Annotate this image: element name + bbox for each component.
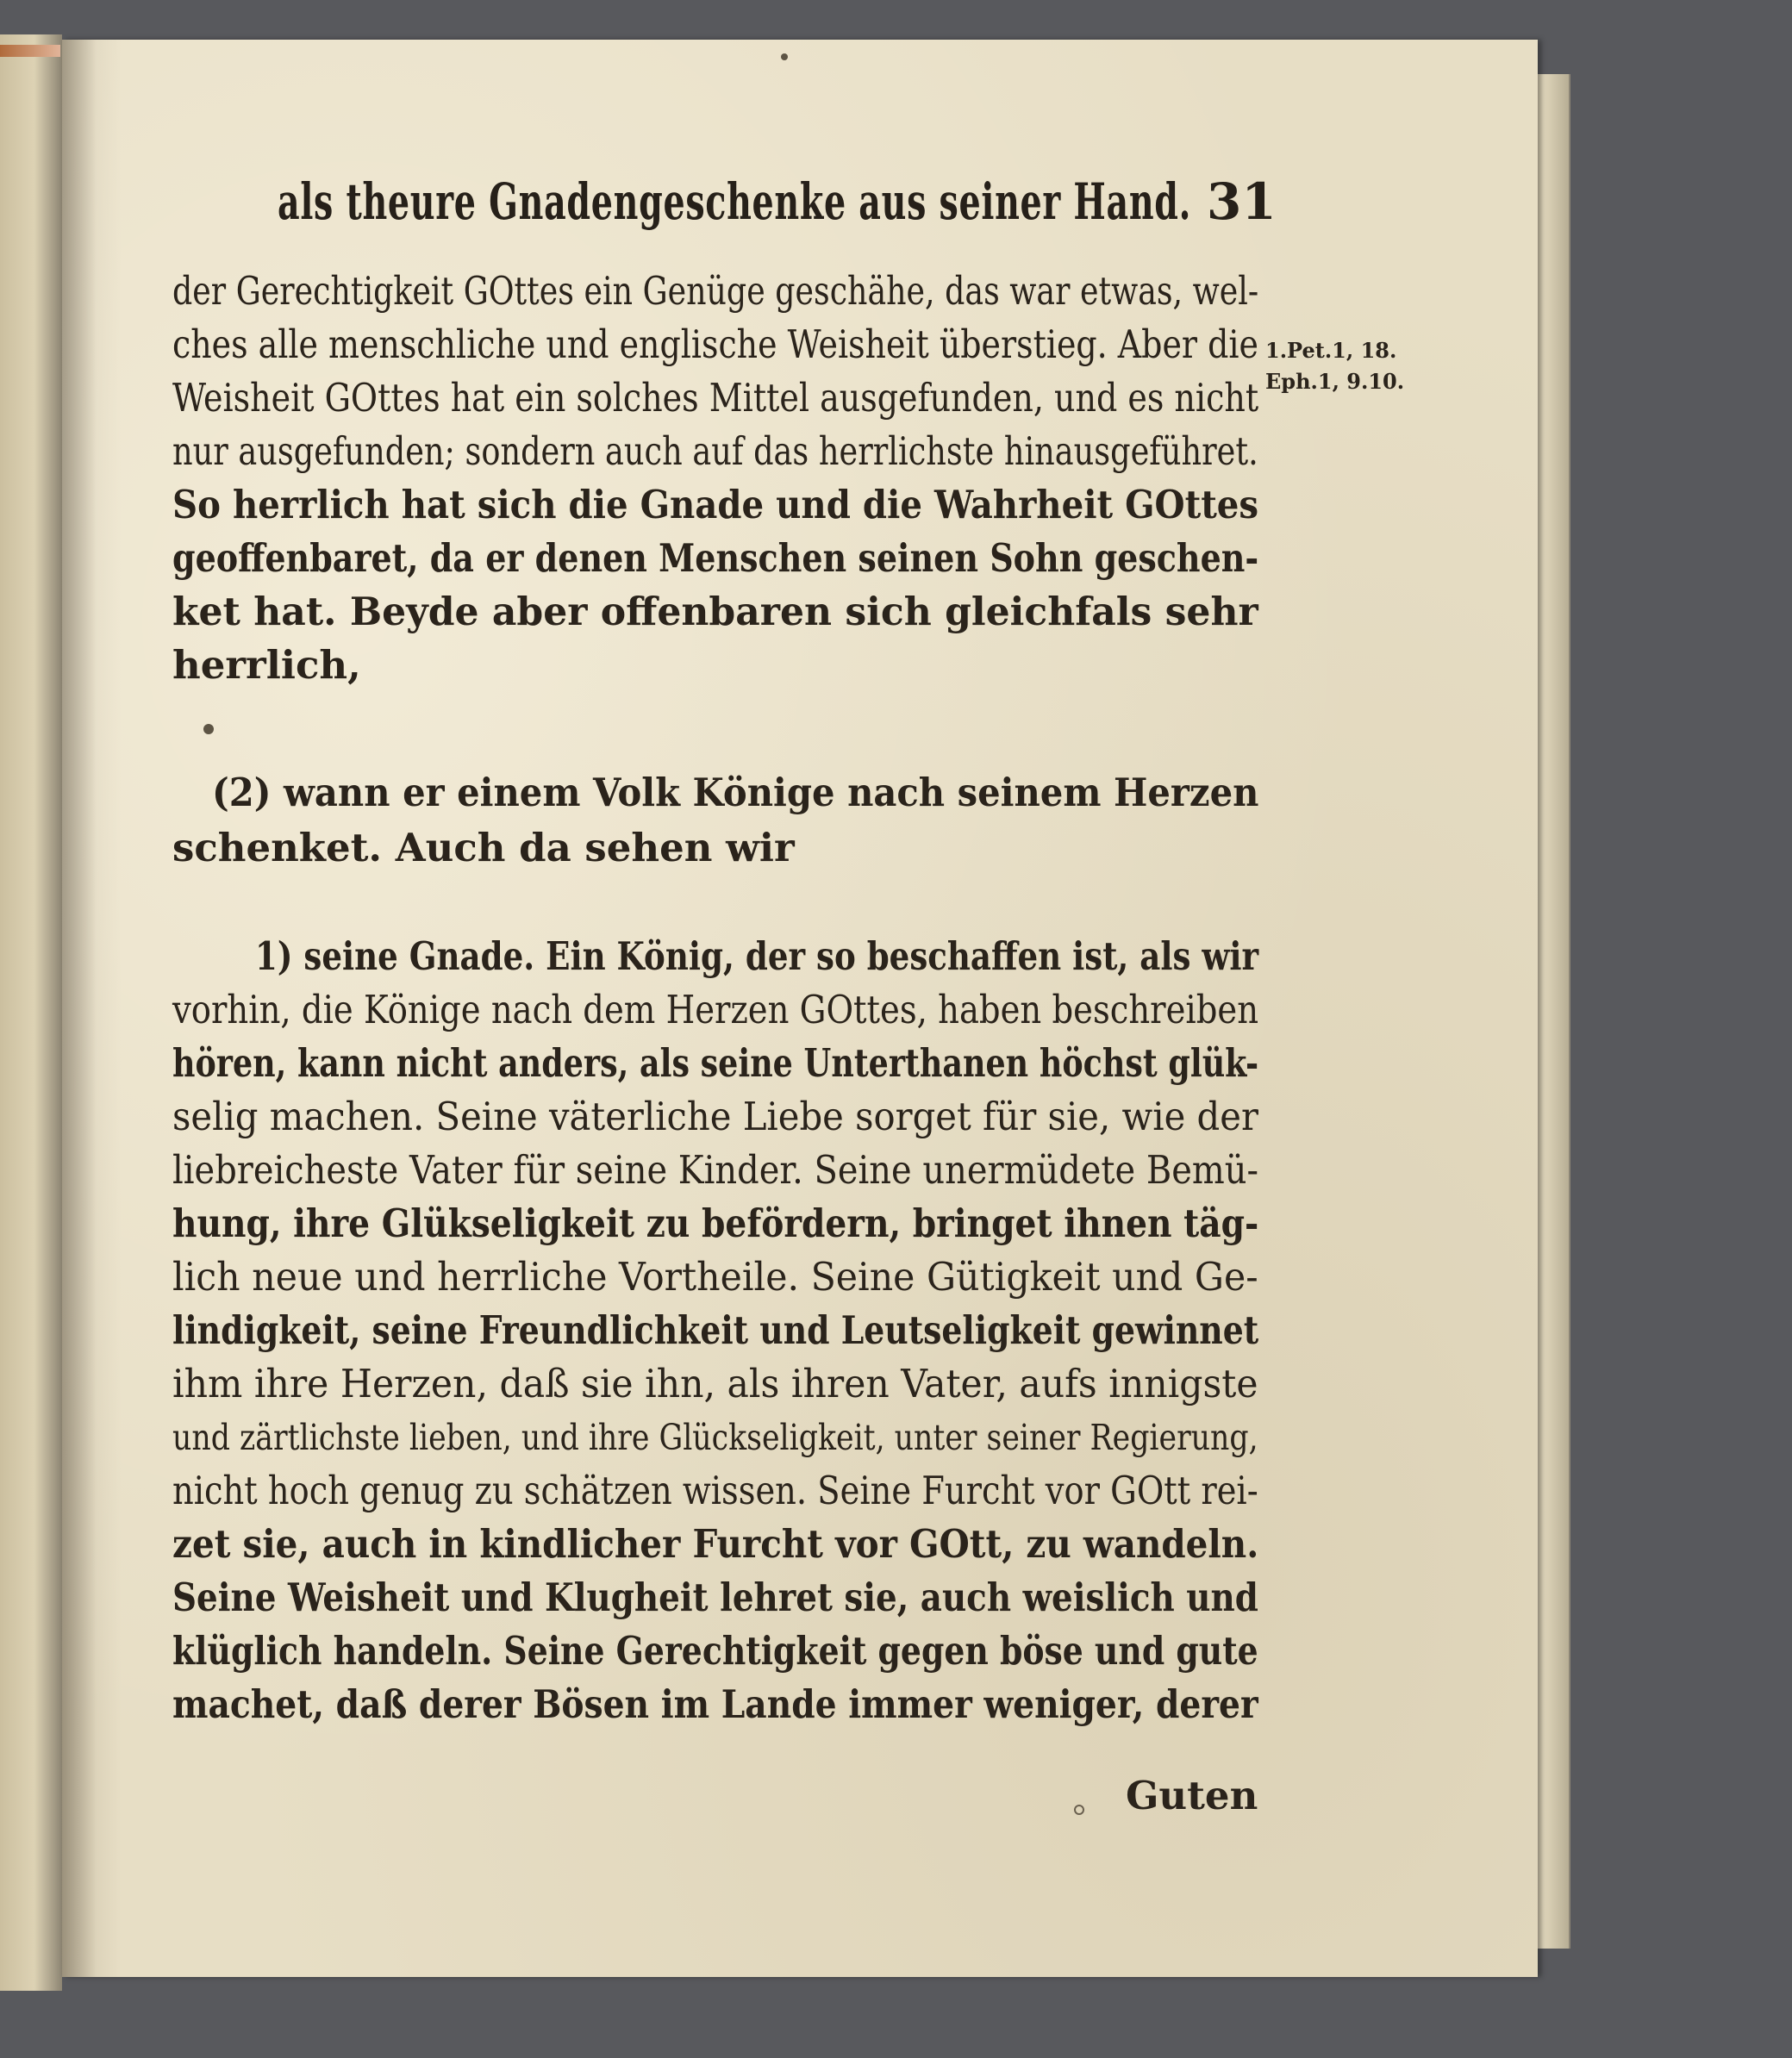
text-line: ket hat. Beyde aber offenbaren sich gleichfals sehr: [172, 589, 1258, 634]
text-line: ihm ihre Herzen, daß sie ihn, als ihren Vater, aufs innigste: [172, 1361, 1258, 1406]
text-line: klüglich handeln. Seine Gerechtigkeit gegen böse und gute: [172, 1628, 1258, 1674]
text-line: So herrlich hat sich die Gnade und die Wahrheit GOttes: [172, 482, 1259, 527]
text-line: hung, ihre Glükseligkeit zu befördern, bringet ihnen täg-: [172, 1200, 1259, 1246]
running-head: als theure Gnadengeschenke aus seiner Hand.: [278, 172, 1192, 231]
paper-speck: [1074, 1805, 1084, 1815]
previous-page-edge: [0, 34, 62, 1991]
ink-dot: [781, 53, 788, 60]
text-line: hören, kann nicht anders, als seine Unterthanen höchst glük-: [172, 1040, 1259, 1086]
text-line: und zärtlichste lieben, und ihre Glückseligkeit, unter seiner Regierung,: [172, 1417, 1258, 1458]
text-line: vorhin, die Könige nach dem Herzen GOttes, haben beschreiben: [172, 987, 1259, 1032]
ink-dot: [203, 724, 214, 734]
text-line: nicht hoch genug zu schätzen wissen. Seine Furcht vor GOtt rei-: [172, 1468, 1258, 1513]
text-line: geoffenbaret, da er denen Menschen seinen Sohn geschen-: [172, 535, 1259, 581]
text-line: der Gerechtigkeit GOttes ein Genüge geschähe, das war etwas, wel-: [172, 268, 1259, 314]
text-line: liebreicheste Vater für seine Kinder. Seine unermüdete Bemü-: [172, 1147, 1258, 1193]
text-line: ches alle menschliche und englische Weisheit überstieg. Aber die: [172, 321, 1258, 367]
catchword: Guten: [1126, 1773, 1258, 1818]
section-heading: schenket. Auch da sehen wir: [172, 825, 795, 870]
text-line: lindigkeit, seine Freundlichkeit und Leutseligkeit gewinnet: [172, 1307, 1259, 1353]
text-line: machet, daß derer Bösen im Lande immer weniger, derer: [172, 1681, 1258, 1727]
section-heading: (2) wann er einem Volk Könige nach seinem Herzen: [212, 770, 1259, 815]
text-line: Weisheit GOttes hat ein solches Mittel ausgefunden, und es nicht: [172, 375, 1259, 421]
text-line: 1) seine Gnade. Ein König, der so beschaffen ist, als wir: [255, 933, 1259, 979]
text-line: Seine Weisheit und Klugheit lehret sie, auch weislich und: [172, 1575, 1258, 1620]
bookmark-edge: [0, 45, 60, 57]
page-number: 31: [1207, 172, 1277, 231]
text-line: zet sie, auch in kindlicher Furcht vor GOtt, zu wandeln.: [172, 1521, 1259, 1567]
spine-shadow: [62, 40, 97, 1977]
text-line: herrlich,: [172, 642, 361, 688]
text-line: selig machen. Seine väterliche Liebe sorget für sie, wie der: [172, 1094, 1258, 1139]
margin-note: 1.Pet.1, 18.: [1265, 338, 1397, 363]
margin-note: Eph.1, 9.10.: [1265, 369, 1405, 394]
text-line: nur ausgefunden; sondern auch auf das herrlichste hinausgeführet.: [172, 428, 1258, 474]
text-line: lich neue und herrliche Vortheile. Seine Gütigkeit und Ge-: [172, 1254, 1258, 1300]
